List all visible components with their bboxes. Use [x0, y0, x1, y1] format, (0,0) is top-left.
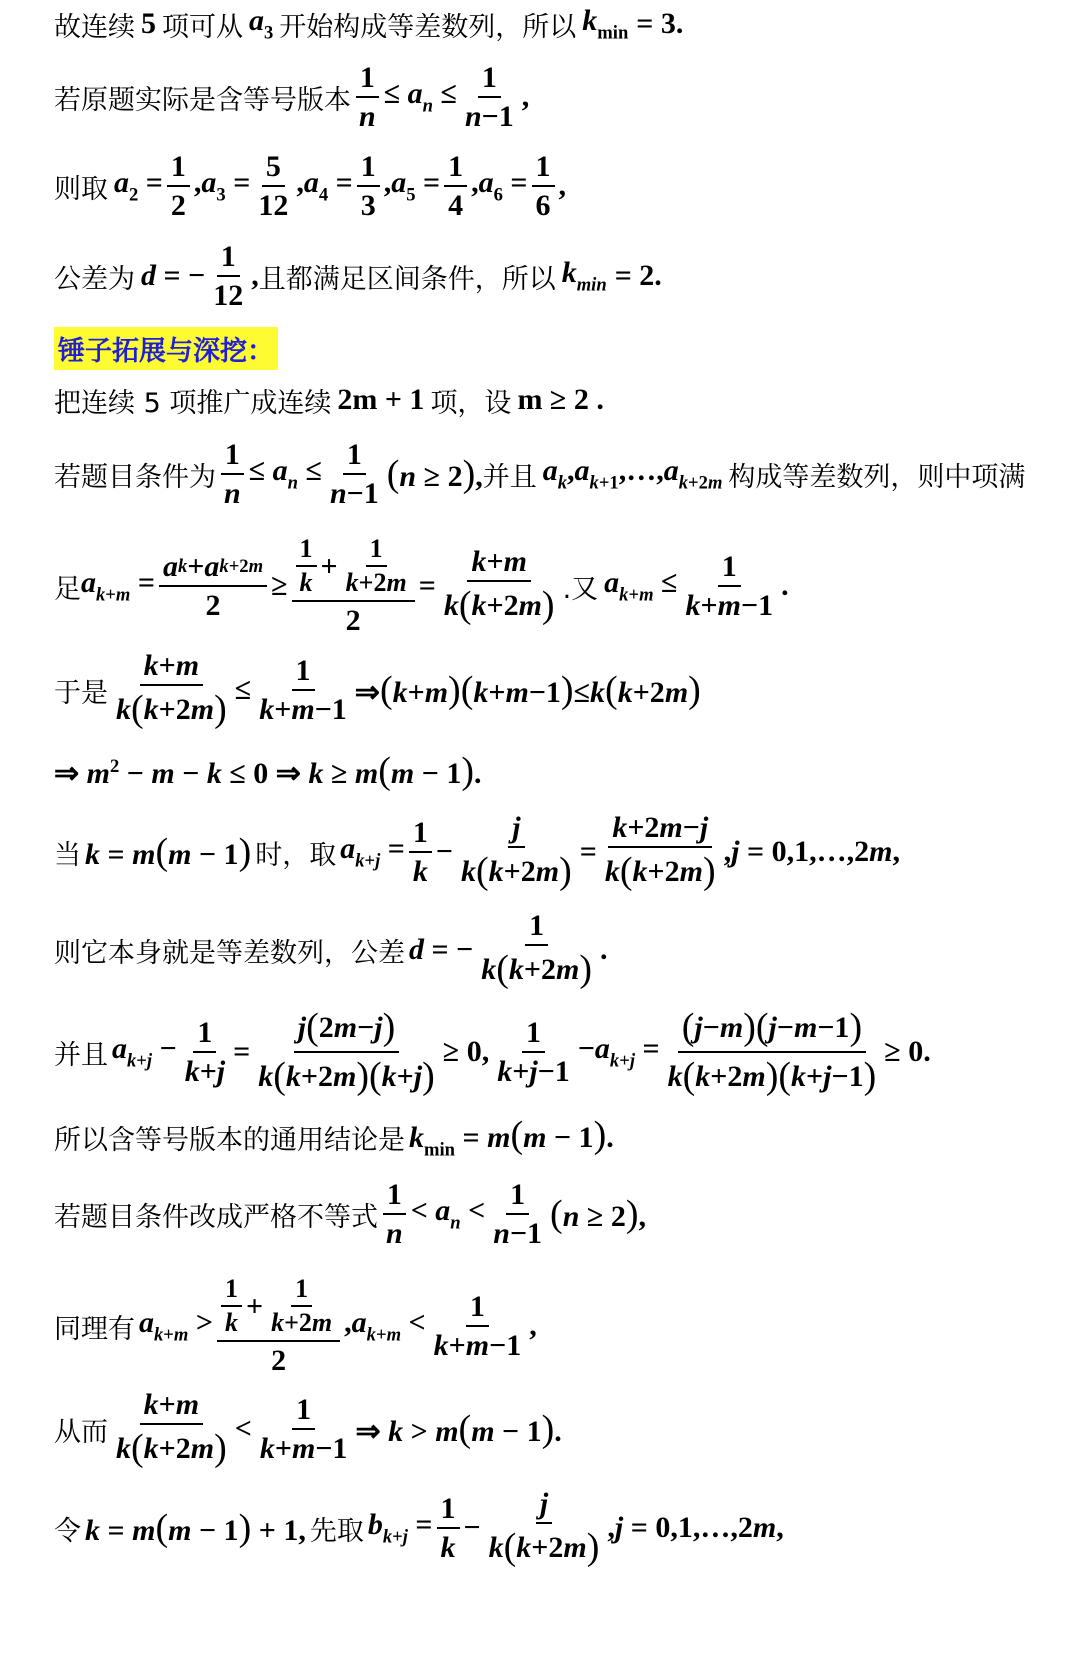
fraction: k + m k ( k +2 m )	[443, 544, 555, 626]
math: ,	[558, 169, 567, 202]
fraction: 1 k + j −1	[497, 1015, 570, 1088]
fraction: j ( 2 m − j ) k ( k +2 m )( k + j )	[258, 1005, 435, 1097]
math: −	[435, 835, 454, 868]
math: =	[579, 835, 597, 868]
math: ,	[251, 259, 259, 292]
text: 时，取	[255, 839, 337, 871]
math: k = m(m − 1)	[85, 831, 252, 873]
text: 项，设	[430, 387, 512, 419]
fraction: $\frac{5}{12}$	[258, 149, 289, 222]
math: <	[234, 1412, 252, 1445]
section-heading	[54, 326, 1060, 370]
math: $,a_6$ =	[471, 165, 528, 206]
text: 所以含等号版本的通用结论是	[54, 1124, 405, 1156]
line-16	[54, 1266, 1060, 1386]
math-kmin: $k_{min}$	[582, 3, 629, 44]
fraction: $\frac{1}{12}$	[213, 239, 244, 312]
fraction: 1 n −1	[464, 60, 514, 133]
math: $a_{k+j}$ −	[112, 1031, 177, 1072]
line-15	[54, 1178, 1060, 1250]
math: $a_{k+j}$ =	[340, 831, 405, 872]
math: $,a_4$ =	[296, 165, 353, 206]
fraction: $\frac{1}{n}$	[355, 59, 380, 136]
math: ,j = 0,1,…,2m,	[607, 1511, 784, 1544]
math: .	[781, 569, 789, 602]
math: ≥	[271, 569, 288, 602]
text: 若原题实际是含等号版本	[54, 84, 351, 116]
text: 则它本身就是等差数列，公差	[54, 937, 405, 969]
math: $,a_5$ =	[383, 165, 441, 206]
fraction: $\frac{1}{3}$	[357, 148, 380, 225]
text: 先取	[309, 1515, 364, 1547]
line-13	[54, 1005, 1060, 1097]
math: (n ≥ 2),	[386, 453, 483, 495]
math: d = −	[409, 933, 474, 966]
math: $b_{k+j}$ =	[367, 1507, 433, 1548]
fraction: k + m k ( k +2 m )	[116, 1387, 227, 1469]
text: .又	[562, 573, 599, 605]
math: ≥ 0.	[884, 1035, 931, 1068]
math: ,	[529, 1309, 537, 1342]
text: 并且	[482, 461, 537, 493]
text: 构成等差数列，则中项满	[728, 461, 1026, 493]
math: ,j = 0,1,…,2m,	[723, 835, 900, 868]
fraction: 1 k + m −1	[685, 549, 774, 622]
text: 若题目条件为	[54, 461, 216, 493]
line-18	[54, 1486, 1060, 1570]
text: 则取	[54, 173, 108, 205]
fraction: 1 k + m −1	[433, 1289, 522, 1362]
text: 且都满足区间条件，所以	[258, 263, 556, 295]
math: ≤	[234, 673, 252, 706]
line-3	[54, 150, 1060, 222]
fraction: $\frac{1}{n}$	[220, 436, 245, 513]
math: $k_{min} = m(m - 1)$.	[409, 1113, 614, 1161]
line-9	[54, 650, 1060, 730]
math: ⇒ $m^2 - m - k \le 0$ ⇒ k ≥ m(m − 1).	[54, 750, 482, 792]
fraction: ( j − m )( j − m −1 ) k ( k +2 m )( k + j −1 )	[667, 1005, 877, 1097]
line-6	[54, 378, 1060, 422]
text: 同理有	[54, 1313, 135, 1345]
math: ≥ 0,	[442, 1035, 490, 1068]
math-kmin: $k_{min}$	[561, 255, 607, 296]
line-4	[54, 240, 1060, 312]
fraction: k +2 m − j k ( k +2 m )	[604, 810, 716, 892]
math: k = m(m − 1) + 1,	[85, 1507, 306, 1549]
math: .	[599, 933, 608, 966]
fraction: $\frac{1}{k}$	[437, 1490, 460, 1567]
math: $a_{k+m}$ =	[81, 565, 155, 606]
math: $a_{k+m}$ ≤	[604, 565, 678, 606]
line-12	[54, 910, 1060, 990]
fraction: 1 n −1	[329, 437, 379, 510]
fraction: 1 k + m −1	[259, 1392, 348, 1465]
text: 开始构成等差数列，所以	[279, 11, 577, 43]
text: 公差为	[54, 263, 135, 295]
fraction: $\frac{1}{n}$	[382, 1176, 407, 1253]
fraction: 1 k + m −1	[259, 653, 347, 726]
fraction: $\frac{1}{4}$	[444, 148, 467, 225]
math: $a_2$ =	[114, 165, 163, 206]
math: $,a_{k+m}$ <	[344, 1305, 426, 1346]
text: 并且	[54, 1039, 108, 1071]
math: =	[233, 1035, 251, 1068]
line-14	[54, 1112, 1060, 1162]
math: $,a_3$ =	[193, 165, 251, 206]
fraction: a k + a k+2m 2	[159, 548, 267, 625]
line-8	[54, 526, 1060, 646]
text: 从而	[54, 1416, 108, 1448]
line-2	[54, 62, 1060, 132]
heading-highlight: 锤子拓展与深挖：	[54, 327, 278, 370]
math: ⇒ k > m(m − 1).	[355, 1408, 562, 1450]
fraction: $\frac{1}{k}$ + 1 k +2 m 2	[292, 533, 415, 640]
fraction: $\frac{1}{2}$	[167, 148, 190, 225]
text: 当	[54, 839, 81, 871]
fraction: $\frac{1}{6}$	[532, 148, 555, 225]
math: m ≥ 2 .	[517, 383, 604, 416]
text: 把连续 5 项推广成连续	[54, 387, 332, 419]
fraction: 1 k + j	[184, 1015, 226, 1088]
text: 于是	[54, 677, 108, 709]
fraction: j k ( k +2 m )	[488, 1486, 600, 1568]
math: (n ≥ 2),	[550, 1193, 647, 1235]
line-10	[54, 746, 1060, 796]
fraction: j k ( k +2 m )	[461, 810, 572, 892]
line-17	[54, 1388, 1060, 1470]
line-1	[54, 2, 1060, 46]
math: $-a_{k+j}$ =	[577, 1031, 660, 1072]
fraction: 1 k ( k +2 m )	[481, 908, 592, 990]
math: $a_k,a_{k+1},\dots,a_{k+2m}$	[542, 453, 723, 494]
math: ≤ $a_n$ ≤	[248, 453, 322, 494]
math: d = −	[141, 259, 206, 292]
line-11	[54, 812, 1060, 892]
math: ⇒(k+m)(k+m−1)≤k(k+2m)	[354, 669, 701, 711]
math: 2m + 1	[337, 383, 425, 416]
math: −	[463, 1511, 481, 1544]
text: 若题目条件改成严格不等式	[54, 1201, 378, 1233]
text: 足	[54, 573, 81, 605]
line-7	[54, 438, 1060, 510]
math: < $a_n$ <	[410, 1193, 486, 1234]
math: 5	[141, 7, 156, 40]
math: ≤ $a_n$ ≤	[383, 76, 457, 117]
math: = 3.	[636, 7, 684, 40]
math: ,	[521, 80, 530, 113]
fraction: 1 n −1	[493, 1177, 543, 1250]
text: 故连续	[54, 11, 135, 43]
fraction: k + m k ( k +2 m )	[116, 648, 227, 730]
fraction: $\frac{1}{k}$ + 1 k +2 m 2	[217, 1273, 340, 1380]
math: =	[418, 569, 436, 602]
math: $a_{k+m}$ >	[139, 1305, 213, 1346]
math-a3: $a_3$	[249, 3, 274, 44]
math: = 2.	[614, 259, 662, 292]
fraction: $\frac{1}{k}$	[409, 814, 432, 891]
text: 令	[54, 1515, 81, 1547]
text: 项可从	[162, 11, 243, 43]
